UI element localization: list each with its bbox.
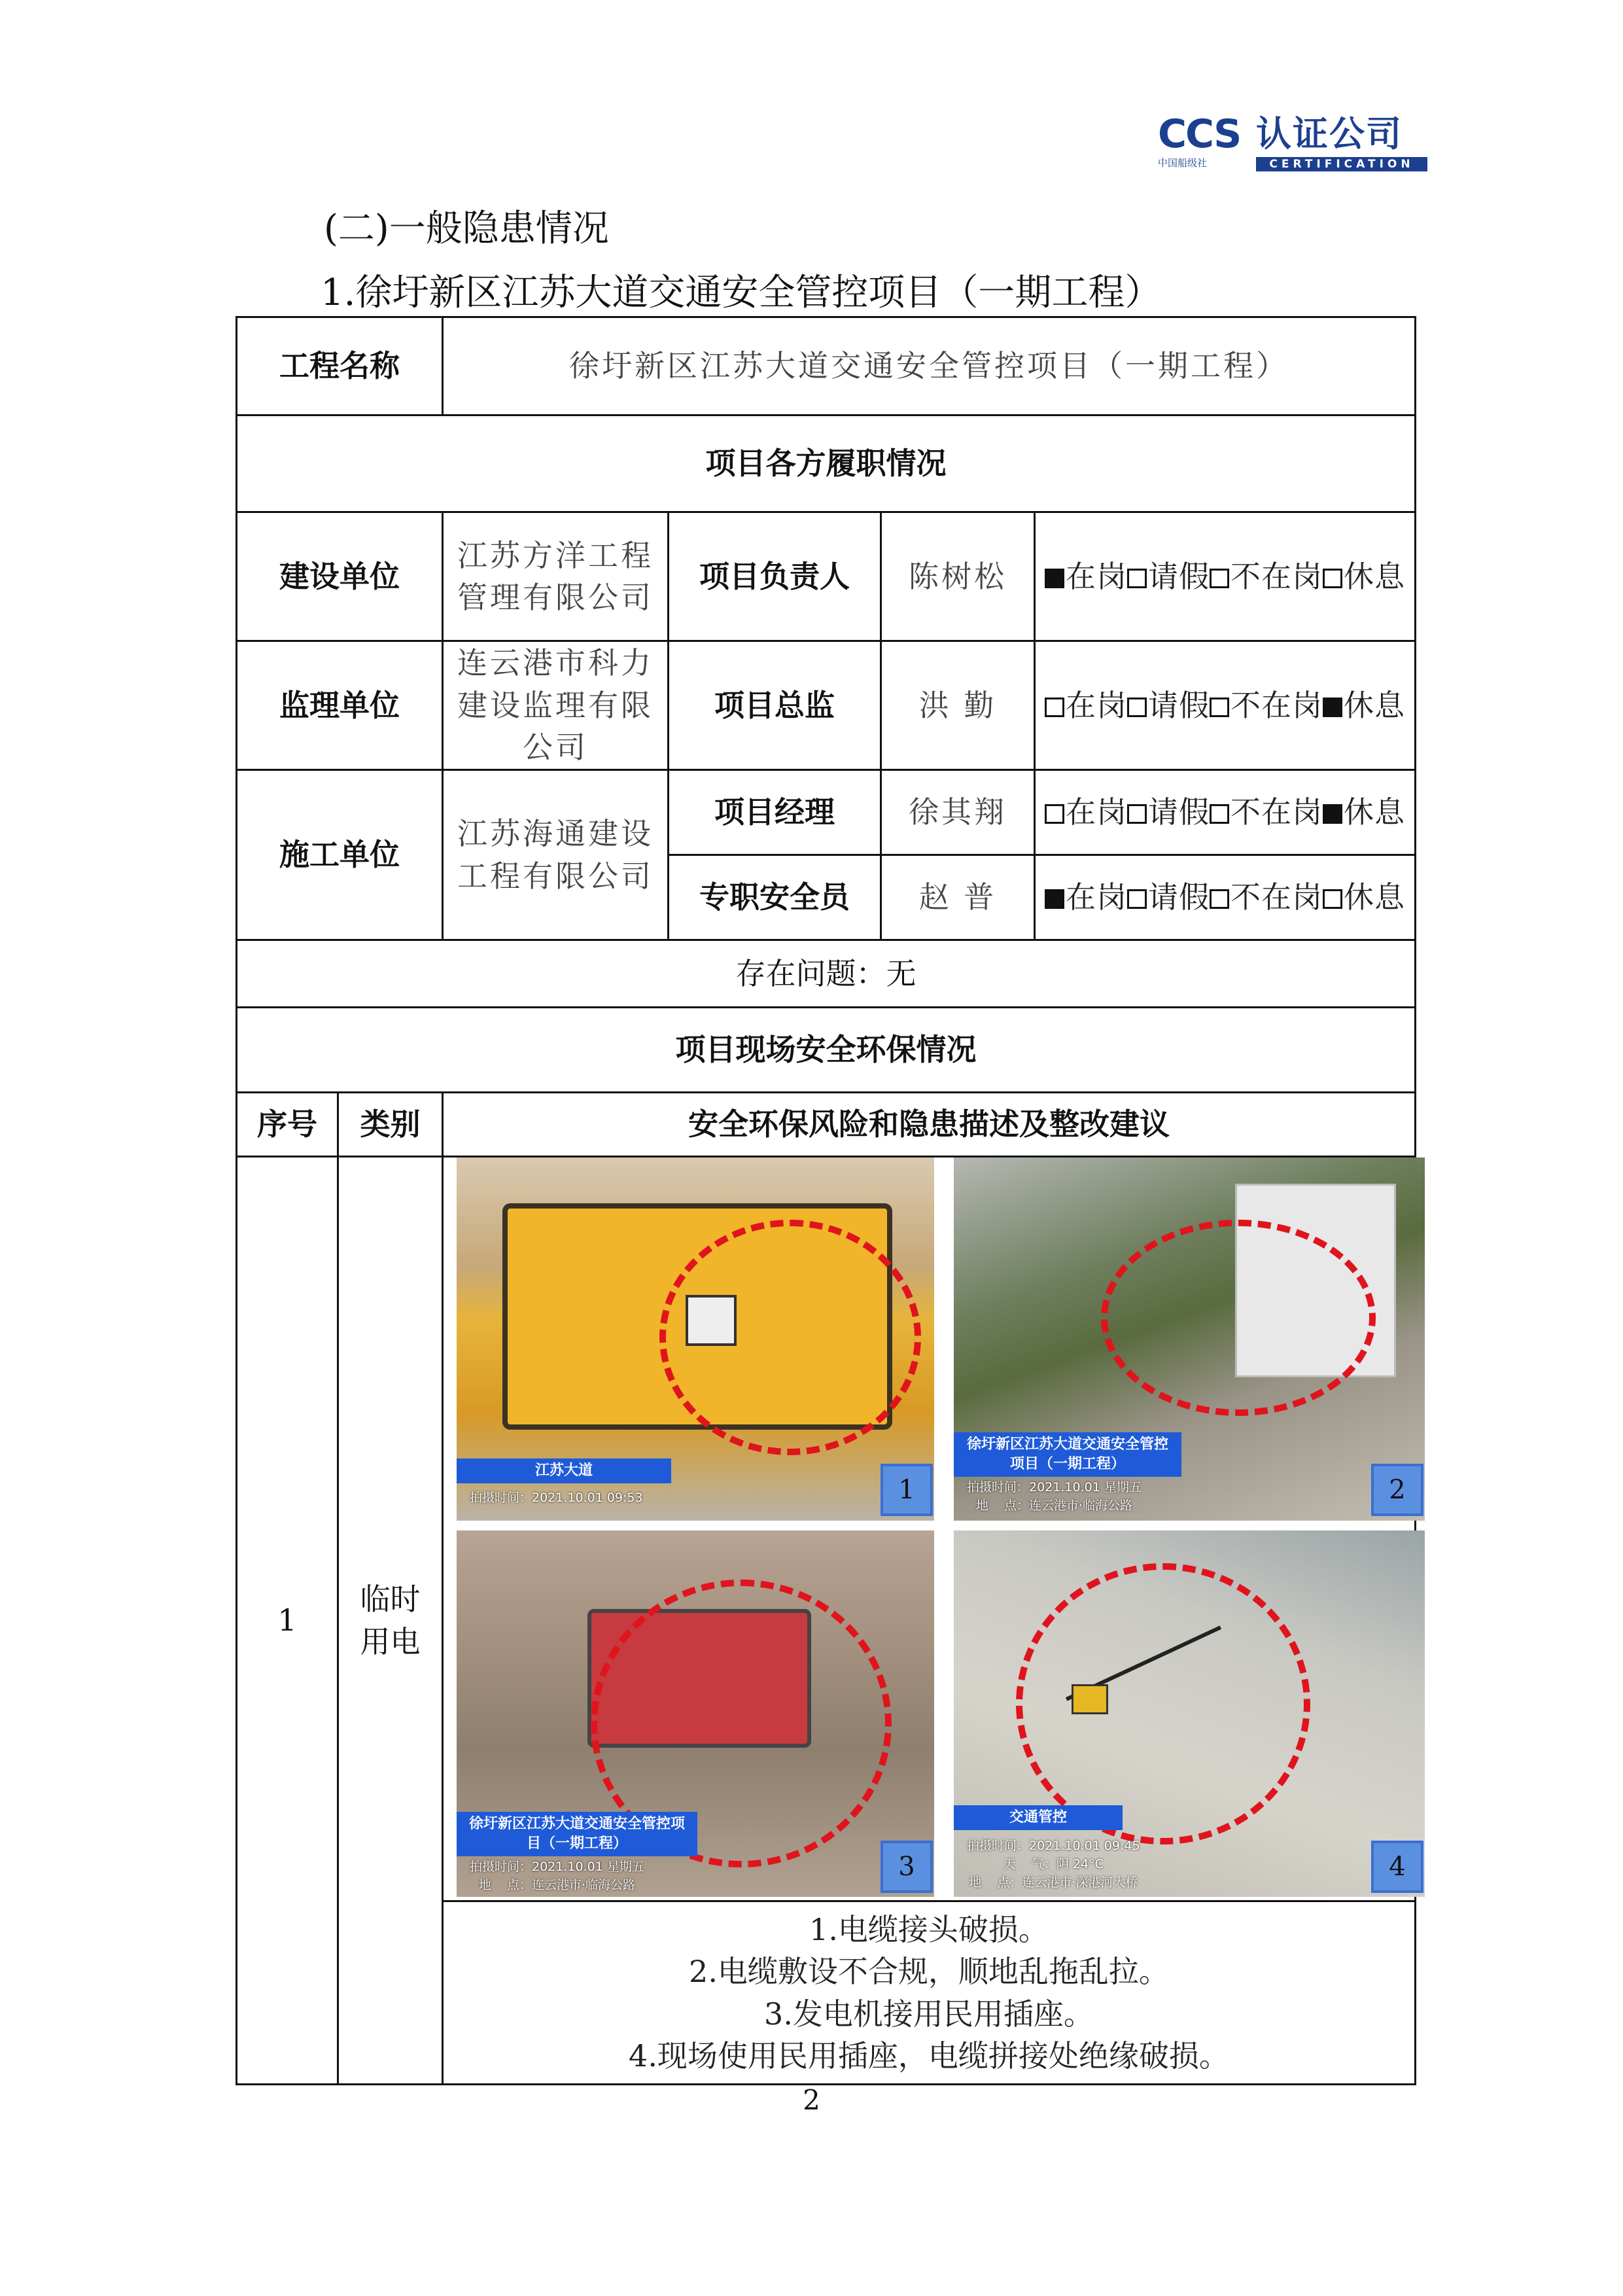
photo-stamp: 交通管控 [954, 1805, 1123, 1830]
checkbox-icon [1045, 698, 1064, 717]
checkbox-icon [1323, 569, 1342, 588]
site-photo-3 [457, 1530, 934, 1897]
hazard-description [443, 1901, 1416, 2085]
project-name-label: 工程名称 [237, 317, 443, 415]
role-label: 项目负责人 [669, 512, 881, 641]
col-header-no: 序号 [237, 1093, 338, 1157]
logo-subtitle: 中国船级社 [1158, 157, 1208, 169]
page-number: 2 [803, 2084, 820, 2116]
status-label: 休息 [1344, 687, 1405, 723]
photo-number: 3 [881, 1841, 933, 1893]
issues-text: 存在问题：无 [237, 940, 1416, 1008]
status-label: 请假 [1148, 687, 1210, 723]
table-row [237, 641, 1416, 770]
checkbox-checked-icon [1045, 569, 1064, 588]
table-row [237, 770, 1416, 855]
list-item: 4.现场使用民用插座，电缆拼接处绝缘破损。 [629, 2038, 1229, 2074]
unit-label: 建设单位 [237, 512, 443, 641]
status-label: 不在岗 [1230, 794, 1323, 830]
status-label: 不在岗 [1230, 879, 1323, 915]
checkbox-icon [1045, 804, 1064, 824]
inspection-table [236, 316, 1416, 2085]
hazard-circle [1016, 1563, 1310, 1845]
item-category: 临时用电 [338, 1157, 443, 2085]
person-name: 陈树松 [881, 512, 1035, 641]
photo-cell [443, 1157, 1416, 1901]
project-heading: 1.徐圩新区江苏大道交通安全管控项目（一期工程） [321, 272, 1162, 314]
unit-name: 江苏方洋工程管理有限公司 [443, 512, 669, 641]
list-item: 3.发电机接用民用插座。 [764, 1996, 1094, 2032]
checkbox-icon [1210, 804, 1229, 824]
status-cell [1035, 641, 1416, 770]
site-photo-2 [954, 1157, 1425, 1521]
unit-name: 江苏海通建设工程有限公司 [443, 770, 669, 940]
status-cell [1035, 512, 1416, 641]
table-row [237, 512, 1416, 641]
role-label: 专职安全员 [669, 855, 881, 940]
status-label: 请假 [1148, 879, 1210, 915]
checkbox-icon [1127, 889, 1147, 909]
list-item: 2.电缆敷设不合规，顺地乱拖乱拉。 [689, 1954, 1169, 1990]
checkbox-checked-icon [1045, 889, 1064, 909]
status-label: 休息 [1344, 558, 1405, 594]
role-label: 项目总监 [669, 641, 881, 770]
photo-meta: 拍摄时间：2021.10.01 09:45 天 气：阴 24°C 地 点：连云港市·深港河大桥 [967, 1839, 1140, 1890]
col-header-desc: 安全环保风险和隐患描述及整改建议 [443, 1093, 1416, 1157]
person-name: 赵 普 [881, 855, 1035, 940]
list-item: 1.电缆接头破损。 [809, 1911, 1049, 1947]
status-label: 休息 [1344, 879, 1405, 915]
photo-number: 4 [1371, 1841, 1423, 1893]
checkbox-icon [1127, 804, 1147, 824]
photo-meta: 拍摄时间：2021.10.01 09:53 [470, 1491, 643, 1505]
photo-number: 1 [881, 1464, 933, 1516]
logo-mark: CCS [1158, 111, 1241, 157]
status-cell [1035, 855, 1416, 940]
duty-section-title: 项目各方履职情况 [237, 415, 1416, 512]
checkbox-checked-icon [1323, 804, 1342, 824]
logo-english-bar: CERTIFICATION [1256, 157, 1427, 171]
status-label: 在岗 [1066, 794, 1127, 830]
item-number: 1 [237, 1157, 338, 2085]
status-label: 请假 [1148, 558, 1210, 594]
logo-chinese-name: 认证公司 [1256, 113, 1403, 154]
checkbox-icon [1127, 569, 1147, 588]
photo-number: 2 [1371, 1464, 1423, 1516]
section-heading: (二)一般隐患情况 [324, 207, 609, 250]
checkbox-icon [1210, 698, 1229, 717]
checkbox-checked-icon [1323, 698, 1342, 717]
status-label: 休息 [1344, 794, 1405, 830]
photo-stamp: 徐圩新区江苏大道交通安全管控项目（一期工程） [457, 1812, 697, 1856]
unit-label: 施工单位 [237, 770, 443, 940]
checkbox-icon [1127, 698, 1147, 717]
company-logo [1158, 111, 1433, 170]
status-cell [1035, 770, 1416, 855]
status-label: 不在岗 [1230, 558, 1323, 594]
photo-meta: 拍摄时间：2021.10.01 星期五 地 点：连云港市·临海公路 [470, 1860, 644, 1892]
status-label: 不在岗 [1230, 687, 1323, 723]
role-label: 项目经理 [669, 770, 881, 855]
person-name: 徐其翔 [881, 770, 1035, 855]
status-label: 在岗 [1066, 558, 1127, 594]
hazard-circle [659, 1220, 921, 1455]
site-photo-1 [457, 1157, 934, 1521]
hazard-circle [1101, 1220, 1376, 1416]
photo-stamp: 江苏大道 [457, 1458, 671, 1483]
photo-meta: 拍摄时间：2021.10.01 星期五 地 点：连云港市·临海公路 [967, 1480, 1142, 1513]
site-photo-4 [954, 1530, 1425, 1897]
col-header-type: 类别 [338, 1093, 443, 1157]
project-name-value: 徐圩新区江苏大道交通安全管控项目（一期工程） [443, 317, 1416, 415]
status-label: 在岗 [1066, 687, 1127, 723]
checkbox-icon [1323, 889, 1342, 909]
status-label: 请假 [1148, 794, 1210, 830]
checkbox-icon [1210, 569, 1229, 588]
person-name: 洪 勤 [881, 641, 1035, 770]
unit-name: 连云港市科力建设监理有限公司 [443, 641, 669, 770]
unit-label: 监理单位 [237, 641, 443, 770]
status-label: 在岗 [1066, 879, 1127, 915]
site-section-title: 项目现场安全环保情况 [237, 1008, 1416, 1093]
checkbox-icon [1210, 889, 1229, 909]
photo-stamp: 徐圩新区江苏大道交通安全管控项目（一期工程） [954, 1432, 1181, 1477]
